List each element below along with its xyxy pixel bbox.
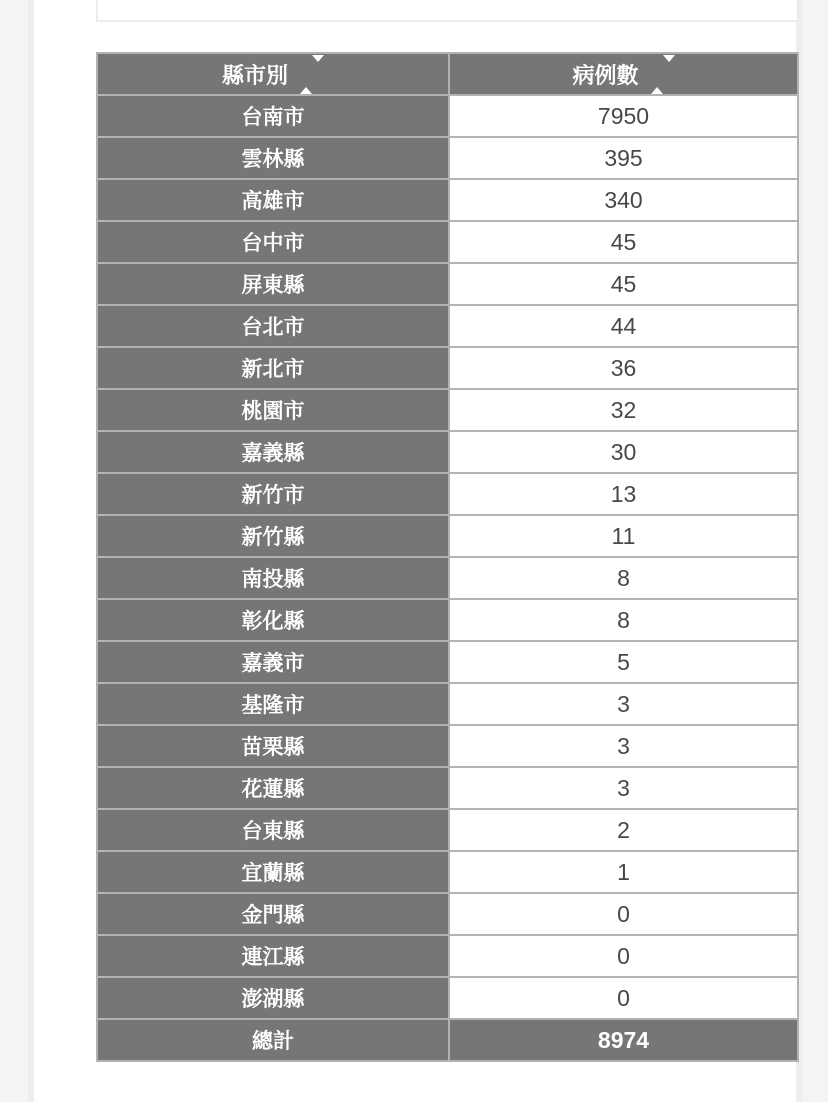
- table-row: [97, 935, 798, 977]
- table-row: [97, 137, 798, 179]
- sort-icon[interactable]: [300, 62, 324, 88]
- county-cell: 嘉義市: [97, 641, 449, 683]
- table-row: [97, 221, 798, 263]
- county-cell: 台中市: [97, 221, 449, 263]
- table-row: [97, 851, 798, 893]
- county-cell: 彰化縣: [97, 599, 449, 641]
- column-header-cases[interactable]: [449, 53, 798, 95]
- cases-cell: 1: [449, 851, 798, 893]
- cases-cell: 30: [449, 431, 798, 473]
- cases-cell: 45: [449, 221, 798, 263]
- cases-cell: 7950: [449, 95, 798, 137]
- table-row: [97, 473, 798, 515]
- county-cell: 苗栗縣: [97, 725, 449, 767]
- top-panel: [96, 0, 799, 22]
- column-header-county-label: 縣市別: [221, 62, 288, 88]
- cases-cell: 3: [449, 683, 798, 725]
- county-cell: 花蓮縣: [97, 767, 449, 809]
- cases-cell: 44: [449, 305, 798, 347]
- page-content: [28, 0, 802, 1102]
- table-row: [97, 557, 798, 599]
- cases-table: [96, 52, 799, 1062]
- cases-cell: 395: [449, 137, 798, 179]
- table-body: [97, 95, 798, 1019]
- county-cell: 基隆市: [97, 683, 449, 725]
- total-row: [97, 1019, 798, 1061]
- total-value: 8974: [449, 1019, 798, 1061]
- table-row: [97, 809, 798, 851]
- table-row: [97, 767, 798, 809]
- county-cell: 新竹市: [97, 473, 449, 515]
- table-row: [97, 515, 798, 557]
- county-cell: 桃園市: [97, 389, 449, 431]
- cases-cell: 0: [449, 893, 798, 935]
- cases-cell: 11: [449, 515, 798, 557]
- county-cell: 新竹縣: [97, 515, 449, 557]
- cases-cell: 32: [449, 389, 798, 431]
- table-row: [97, 725, 798, 767]
- table-row: [97, 305, 798, 347]
- table-row: [97, 641, 798, 683]
- county-cell: 新北市: [97, 347, 449, 389]
- sort-icon[interactable]: [651, 62, 675, 88]
- table-row: [97, 683, 798, 725]
- table-row: [97, 893, 798, 935]
- header-row: [97, 53, 798, 95]
- county-cell: 台南市: [97, 95, 449, 137]
- county-cell: 連江縣: [97, 935, 449, 977]
- cases-cell: 0: [449, 935, 798, 977]
- cases-cell: 36: [449, 347, 798, 389]
- county-cell: 宜蘭縣: [97, 851, 449, 893]
- cases-cell: 0: [449, 977, 798, 1019]
- county-cell: 台北市: [97, 305, 449, 347]
- total-label: 總計: [97, 1019, 449, 1061]
- column-header-county[interactable]: [97, 53, 449, 95]
- cases-cell: 8: [449, 599, 798, 641]
- county-cell: 金門縣: [97, 893, 449, 935]
- table-row: [97, 977, 798, 1019]
- cases-cell: 13: [449, 473, 798, 515]
- county-cell: 雲林縣: [97, 137, 449, 179]
- county-cell: 澎湖縣: [97, 977, 449, 1019]
- cases-cell: 340: [449, 179, 798, 221]
- county-cell: 台東縣: [97, 809, 449, 851]
- county-cell: 屏東縣: [97, 263, 449, 305]
- county-cell: 南投縣: [97, 557, 449, 599]
- cases-cell: 3: [449, 767, 798, 809]
- table-row: [97, 95, 798, 137]
- table-row: [97, 431, 798, 473]
- table-row: [97, 347, 798, 389]
- cases-cell: 5: [449, 641, 798, 683]
- county-cell: 嘉義縣: [97, 431, 449, 473]
- cases-cell: 45: [449, 263, 798, 305]
- table-row: [97, 599, 798, 641]
- column-header-cases-label: 病例數: [572, 62, 639, 88]
- table-row: [97, 389, 798, 431]
- table-row: [97, 263, 798, 305]
- table-row: [97, 179, 798, 221]
- county-cell: 高雄市: [97, 179, 449, 221]
- cases-cell: 3: [449, 725, 798, 767]
- cases-cell: 8: [449, 557, 798, 599]
- cases-cell: 2: [449, 809, 798, 851]
